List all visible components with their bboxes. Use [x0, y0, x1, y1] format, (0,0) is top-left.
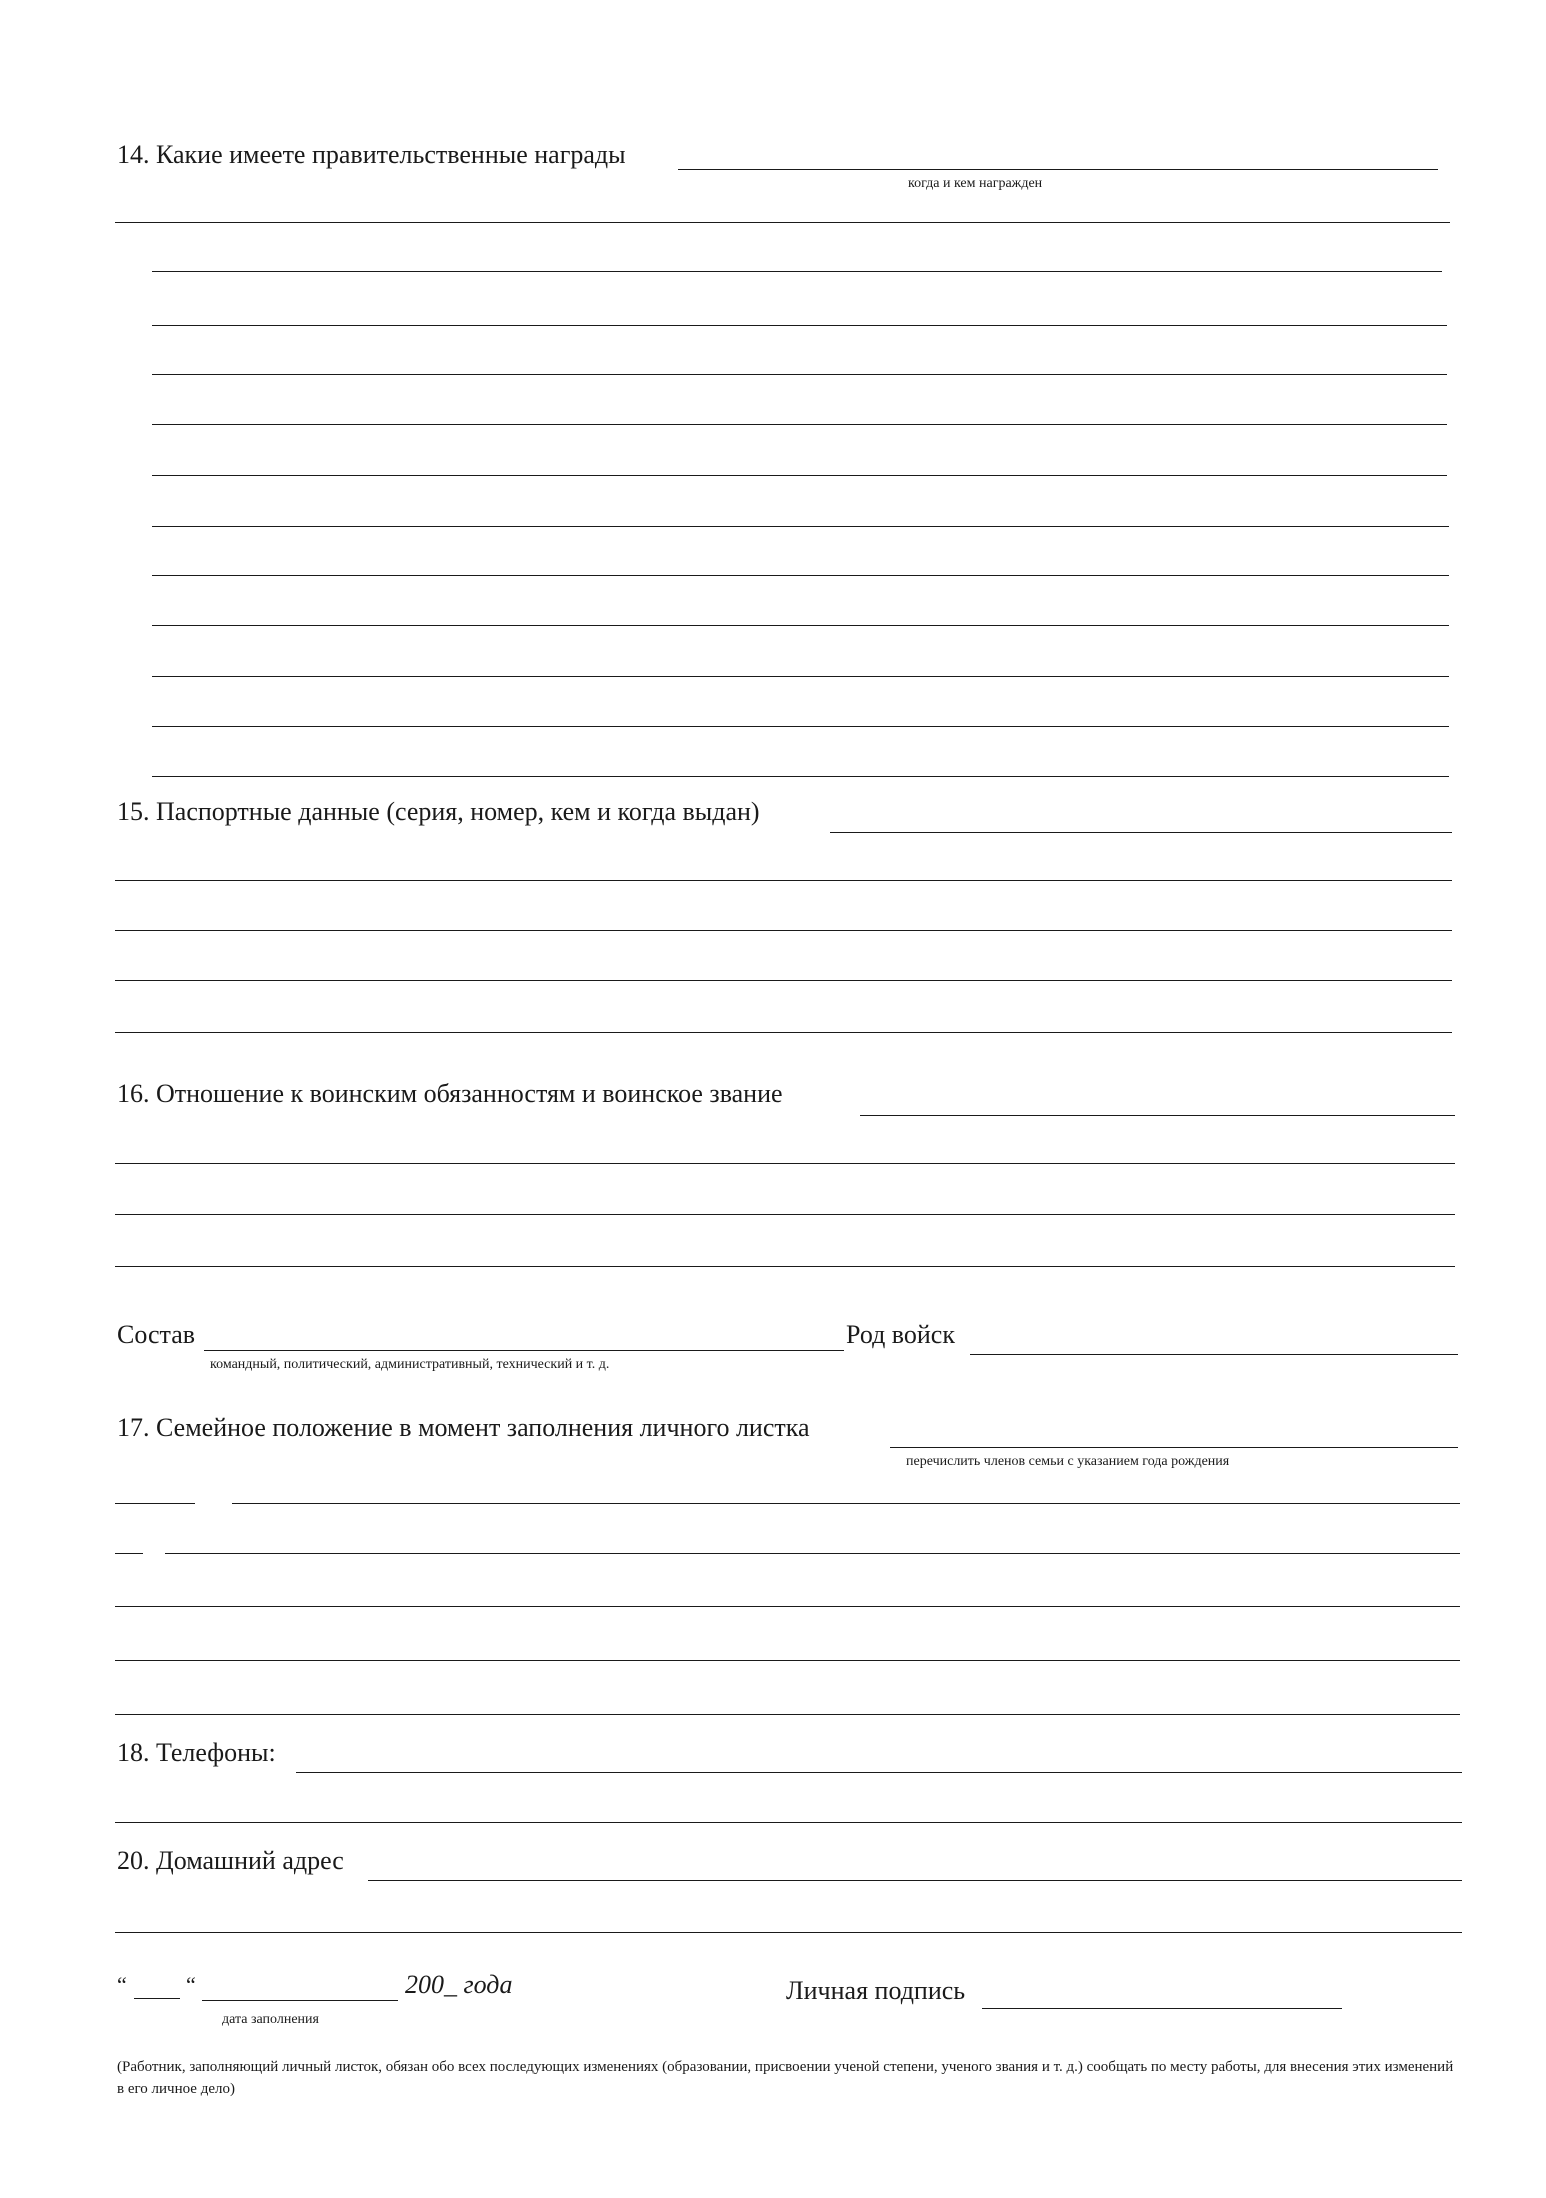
awards-line[interactable]	[152, 325, 1447, 326]
section-18-label: 18. Телефоны:	[117, 1738, 276, 1767]
awards-line[interactable]	[152, 424, 1447, 425]
composition-field-line[interactable]	[204, 1350, 844, 1351]
passport-line[interactable]	[115, 980, 1452, 981]
awards-line[interactable]	[152, 776, 1449, 777]
section-15-label: 15. Паспортные данные (серия, номер, кем и когда выдан)	[117, 797, 760, 826]
awards-line[interactable]	[152, 625, 1449, 626]
family-line[interactable]	[165, 1553, 1460, 1554]
phones-field-line[interactable]	[296, 1772, 1462, 1773]
footnote: (Работник, заполняющий личный листок, обязан обо всех последующих изменениях (образовании, присвоении ученой степени, ученого звания и т. д.) сообщать по месту работы, для внесения этих изменений в его личное дело)	[117, 2059, 1454, 2097]
family-line[interactable]	[115, 1606, 1460, 1607]
family-line[interactable]	[232, 1503, 1460, 1504]
awards-line[interactable]	[152, 526, 1449, 527]
troops-label: Род войск	[846, 1320, 955, 1349]
signature-field-line[interactable]	[982, 2008, 1342, 2009]
date-caption: дата заполнения	[222, 2012, 319, 2027]
awards-line[interactable]	[152, 676, 1449, 677]
family-line[interactable]	[115, 1660, 1460, 1661]
military-line[interactable]	[115, 1214, 1455, 1215]
quote-open: “	[117, 1972, 127, 1997]
awards-line[interactable]	[152, 475, 1447, 476]
quote-close: “	[186, 1972, 196, 1997]
composition-caption: командный, политический, административный, технический и т. д.	[210, 1357, 610, 1372]
year-text: 200_ года	[405, 1970, 513, 1999]
passport-line[interactable]	[115, 930, 1452, 931]
family-line-short[interactable]	[115, 1553, 143, 1554]
military-field-line[interactable]	[860, 1115, 1455, 1116]
day-field-line[interactable]	[134, 1998, 180, 1999]
address-field-line[interactable]	[368, 1880, 1462, 1881]
phones-line[interactable]	[115, 1822, 1462, 1823]
awards-line[interactable]	[152, 726, 1449, 727]
awards-field-line[interactable]	[678, 169, 1438, 170]
family-line-short[interactable]	[115, 1503, 195, 1504]
family-caption: перечислить членов семьи с указанием года рождения	[906, 1454, 1230, 1469]
address-line[interactable]	[115, 1932, 1462, 1933]
troops-field-line[interactable]	[970, 1354, 1458, 1355]
military-line[interactable]	[115, 1163, 1455, 1164]
composition-label: Состав	[117, 1320, 196, 1349]
signature-label: Личная подпись	[786, 1976, 966, 2005]
awards-caption: когда и кем награжден	[908, 176, 1043, 191]
awards-line[interactable]	[152, 575, 1449, 576]
awards-line[interactable]	[152, 271, 1442, 272]
section-14-label: 14. Какие имеете правительственные награды	[117, 140, 626, 169]
awards-line[interactable]	[152, 374, 1447, 375]
passport-line[interactable]	[115, 880, 1452, 881]
family-line[interactable]	[115, 1714, 1460, 1715]
awards-line[interactable]	[115, 222, 1450, 223]
section-20-label: 20. Домашний адрес	[117, 1846, 344, 1875]
month-field-line[interactable]	[202, 2000, 398, 2001]
passport-field-line[interactable]	[830, 832, 1452, 833]
military-line[interactable]	[115, 1266, 1455, 1267]
section-16-label: 16. Отношение к воинским обязанностям и воинское звание	[117, 1079, 783, 1108]
section-17-label: 17. Семейное положение в момент заполнения личного листка	[117, 1413, 810, 1442]
family-field-line[interactable]	[890, 1447, 1458, 1448]
passport-line[interactable]	[115, 1032, 1452, 1033]
